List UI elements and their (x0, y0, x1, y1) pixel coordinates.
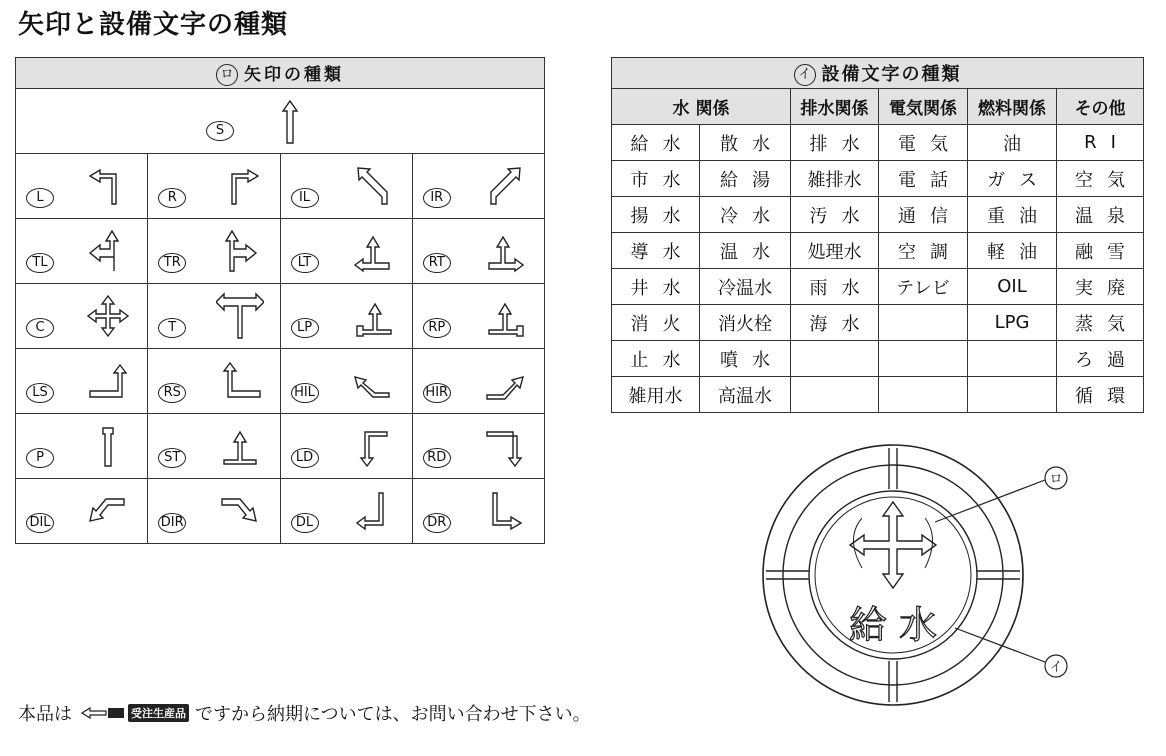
equip-cell: テレビ (879, 269, 968, 305)
equip-cell: 空気 (1057, 161, 1144, 197)
arrow-code: HIL (291, 383, 319, 403)
arrow-cell (280, 479, 412, 544)
footer-suffix: ですから納期については、お問い合わせ下さい。 (195, 704, 591, 725)
equip-row (612, 161, 1144, 197)
equip-table-title: 設備文字の種類 (821, 64, 962, 85)
arrow-icon (84, 487, 132, 535)
arrow-cell (412, 479, 544, 544)
arrow-cell (412, 154, 544, 219)
cover-arrow-icon (850, 502, 936, 588)
arrow-cell (148, 349, 280, 414)
equip-cell: 噴水 (700, 341, 791, 377)
equip-cell: 通信 (879, 197, 968, 233)
arrow-row (16, 154, 545, 219)
arrow-icon (84, 357, 132, 405)
arrow-cell (280, 349, 412, 414)
equip-cell: 導水 (612, 233, 700, 269)
made-to-order-badge: 受注生産品 (128, 704, 189, 722)
equip-cell: 重油 (968, 197, 1057, 233)
equip-row (612, 305, 1144, 341)
footer-note (18, 700, 591, 726)
equip-cell: 給水 (612, 125, 700, 161)
page-title: 矢印と設備文字の種類 (18, 10, 289, 40)
cover-embossed-text: 給 水 (848, 603, 938, 647)
equip-cell: OIL (968, 269, 1057, 305)
arrow-icon (84, 227, 132, 275)
arrow-icon (84, 162, 132, 210)
equip-cell: 処理水 (791, 233, 879, 269)
equip-row (612, 377, 1144, 413)
equip-cell: 止水 (612, 341, 700, 377)
group-header: 排水関係 (791, 89, 879, 125)
arrow-code: RP (423, 318, 451, 338)
arrow-code: LS (26, 383, 54, 403)
arrow-cell (412, 284, 544, 349)
arrow-code: DL (291, 513, 319, 533)
arrow-icon (481, 227, 529, 275)
arrow-cell (148, 154, 280, 219)
group-header: 電気関係 (879, 89, 968, 125)
arrow-icon (349, 357, 397, 405)
arrow-code: P (26, 448, 54, 468)
equip-cell (791, 377, 879, 413)
arrow-code: DR (423, 513, 451, 533)
arrow-icon (481, 422, 529, 470)
equip-cell: 排水 (791, 125, 879, 161)
equip-cell (968, 377, 1057, 413)
arrow-code: IL (291, 188, 319, 208)
equip-cell: RI (1057, 125, 1144, 161)
arrow-icon (216, 162, 264, 210)
arrow-icon (481, 292, 529, 340)
arrow-types-table (15, 57, 545, 544)
arrow-code: LD (291, 448, 319, 468)
equipment-text-table (611, 57, 1144, 413)
arrow-cell (412, 349, 544, 414)
made-to-order-icon (80, 706, 126, 720)
arrow-cell (16, 414, 148, 479)
arrow-icon (349, 292, 397, 340)
equip-cell: ろ過 (1057, 341, 1144, 377)
equip-cell: 井水 (612, 269, 700, 305)
equip-cell: 汚水 (791, 197, 879, 233)
equip-cell: 冷温水 (700, 269, 791, 305)
arrow-table-title: 矢印の種類 (244, 65, 344, 85)
arrow-cell (280, 219, 412, 284)
footer-prefix: 本品は (18, 704, 72, 725)
arrow-icon (481, 357, 529, 405)
arrow-code: HIR (423, 383, 451, 403)
arrow-cell (16, 284, 148, 349)
equip-cell: 融雪 (1057, 233, 1144, 269)
equip-cell: 海水 (791, 305, 879, 341)
equip-cell: 実廃 (1057, 269, 1144, 305)
arrow-code: RS (158, 383, 186, 403)
equip-table-header (612, 58, 1144, 89)
arrow-cell (148, 284, 280, 349)
arrow-icon (84, 292, 132, 340)
arrow-cell (16, 349, 148, 414)
arrow-icon (216, 422, 264, 470)
arrow-cell (148, 479, 280, 544)
equip-cell: 空調 (879, 233, 968, 269)
arrow-row (16, 349, 545, 414)
equip-cell: 高温水 (700, 377, 791, 413)
arrow-code: DIR (158, 513, 186, 533)
equip-cell: 電気 (879, 125, 968, 161)
diagram-label-arrow: ロ (1049, 472, 1063, 487)
arrow-row (16, 219, 545, 284)
equip-cell (879, 305, 968, 341)
equip-cell (791, 341, 879, 377)
equip-cell: 軽油 (968, 233, 1057, 269)
arrow-code: IR (423, 188, 451, 208)
arrow-cell (16, 219, 148, 284)
arrow-code: L (26, 188, 54, 208)
arrow-cell (148, 414, 280, 479)
arrow-cell (280, 284, 412, 349)
arrow-cell (16, 154, 148, 219)
arrow-icon (349, 227, 397, 275)
arrow-code: DIL (26, 513, 54, 533)
equip-cell: 油 (968, 125, 1057, 161)
equip-row (612, 269, 1144, 305)
arrow-icon (216, 292, 264, 340)
group-header: その他 (1057, 89, 1144, 125)
equip-cell: LPG (968, 305, 1057, 341)
arrow-icon (349, 162, 397, 210)
equip-row (612, 341, 1144, 377)
arrow-cell (412, 219, 544, 284)
equip-cell: 電話 (879, 161, 968, 197)
equip-table-mark: イ (794, 64, 816, 86)
arrow-code: C (26, 318, 54, 338)
equip-cell: 雨水 (791, 269, 879, 305)
arrow-icon (349, 422, 397, 470)
equip-cell: 温泉 (1057, 197, 1144, 233)
arrow-code: TL (26, 253, 54, 273)
equip-cell: 市水 (612, 161, 700, 197)
arrow-row (16, 414, 545, 479)
arrow-table-mark: ロ (216, 64, 238, 86)
group-header: 燃料関係 (968, 89, 1057, 125)
equip-cell: 消火栓 (700, 305, 791, 341)
arrow-icon (216, 227, 264, 275)
equip-cell: 温水 (700, 233, 791, 269)
equip-cell: 雑排水 (791, 161, 879, 197)
arrow-code: RD (423, 448, 451, 468)
arrow-cell (412, 414, 544, 479)
equip-cell: ガス (968, 161, 1057, 197)
arrow-code: TR (158, 253, 186, 273)
manhole-cover-diagram (760, 440, 1160, 740)
equip-row (612, 197, 1144, 233)
arrow-cell (16, 479, 148, 544)
equip-cell: 循環 (1057, 377, 1144, 413)
equip-cell (879, 341, 968, 377)
equip-cell: 消火 (612, 305, 700, 341)
arrow-cell (280, 414, 412, 479)
arrow-icon (216, 357, 264, 405)
arrow-icon (481, 487, 529, 535)
equip-cell: 揚水 (612, 197, 700, 233)
arrow-code: LP (291, 318, 319, 338)
arrow-cell-s (16, 89, 545, 154)
arrow-cell (280, 154, 412, 219)
arrow-code: S (206, 121, 234, 141)
arrow-code: RT (423, 253, 451, 273)
equip-cell: 雑用水 (612, 377, 700, 413)
equip-row (612, 125, 1144, 161)
arrow-code: T (158, 318, 186, 338)
arrow-icon (481, 162, 529, 210)
equip-cell (879, 377, 968, 413)
arrow-code: ST (158, 448, 186, 468)
equip-row (612, 233, 1144, 269)
arrow-icon (216, 487, 264, 535)
arrow-cell (148, 219, 280, 284)
arrow-row (16, 479, 545, 544)
equip-cell (968, 341, 1057, 377)
arrow-code: R (158, 188, 186, 208)
arrow-code: LT (291, 253, 319, 273)
diagram-label-text: イ (1049, 660, 1063, 675)
arrow-straight-icon (266, 99, 314, 147)
equip-cell: 給湯 (700, 161, 791, 197)
arrow-icon (349, 487, 397, 535)
equip-cell: 冷水 (700, 197, 791, 233)
arrow-row (16, 284, 545, 349)
equip-cell: 蒸気 (1057, 305, 1144, 341)
equip-cell: 散水 (700, 125, 791, 161)
arrow-table-header (16, 58, 545, 89)
group-header: 水 関係 (612, 89, 791, 125)
arrow-icon (84, 422, 132, 470)
